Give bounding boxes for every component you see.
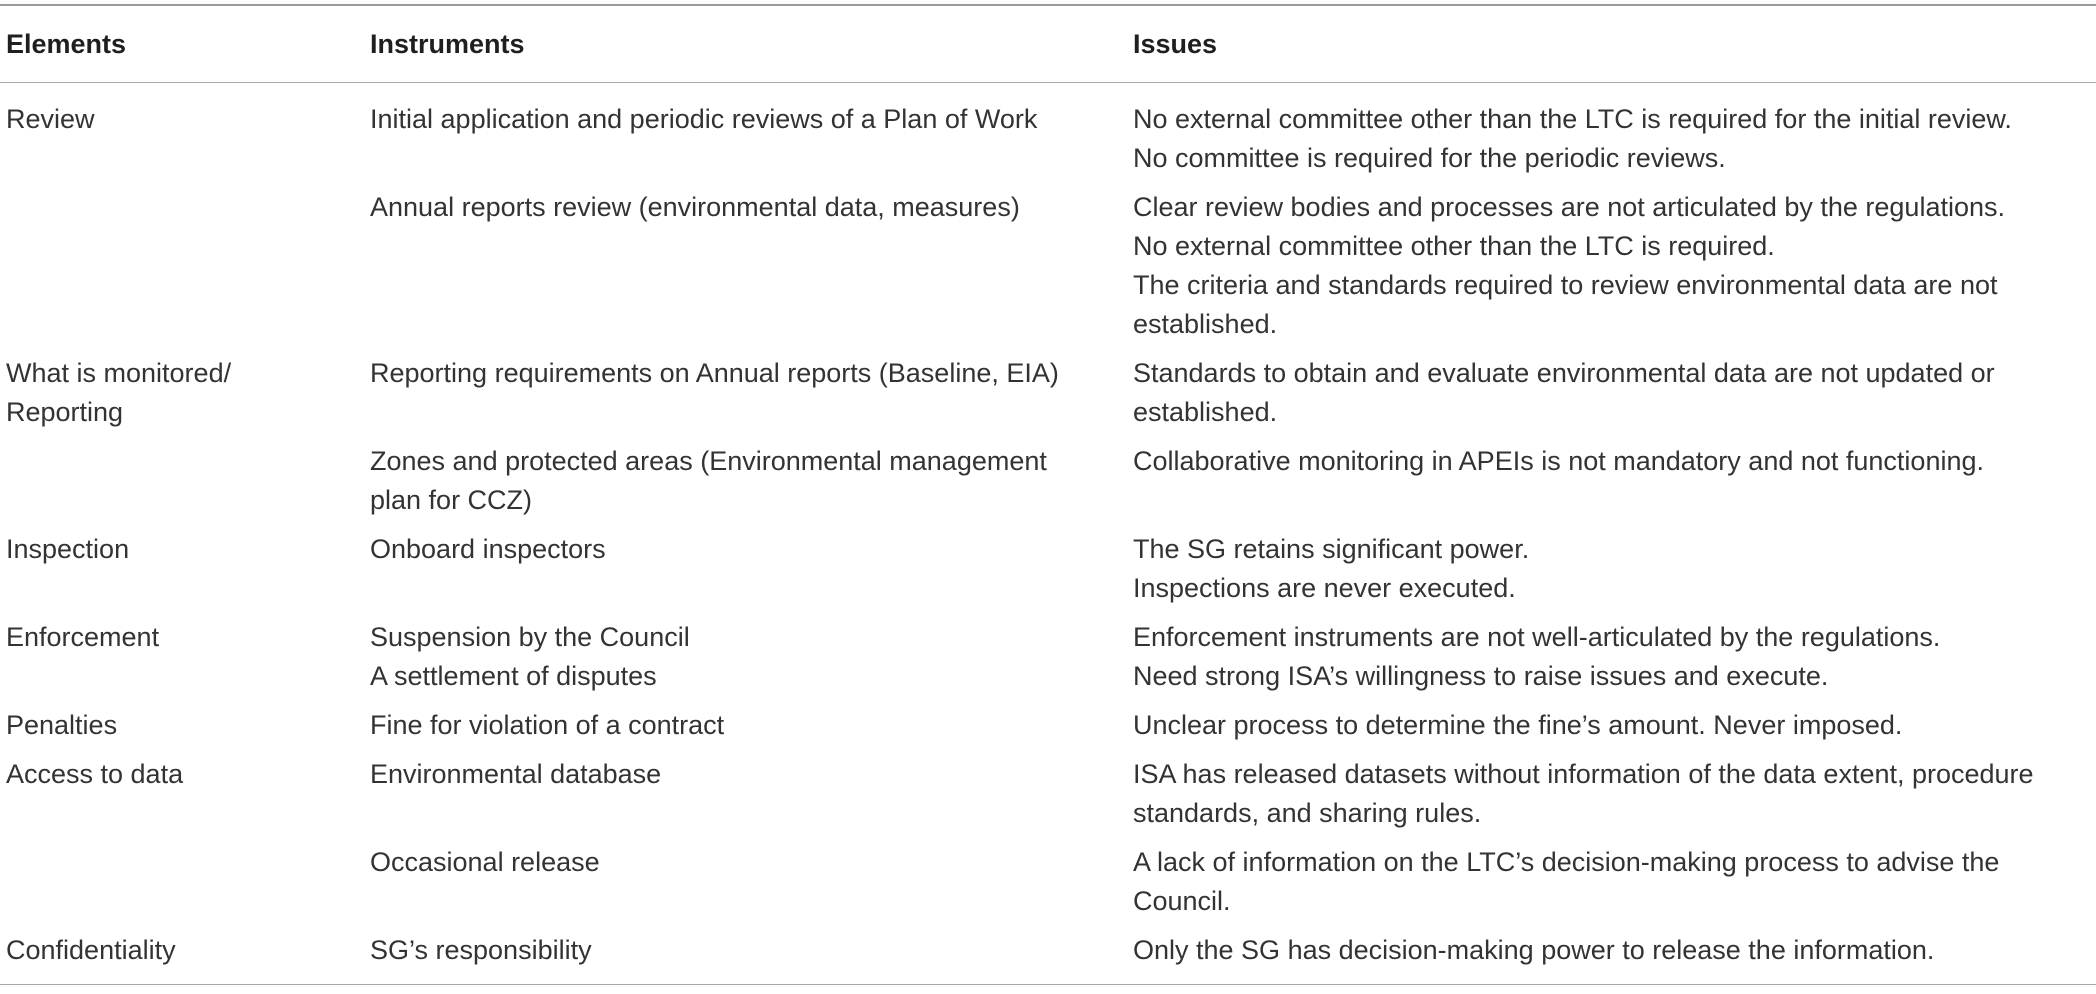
cell-element-line: Enforcement (6, 622, 160, 652)
cell-element (0, 745, 370, 833)
cell-element (0, 608, 370, 696)
table-row (0, 921, 2096, 984)
cell-issues-line: established. (1133, 397, 1278, 427)
table-row (0, 520, 2096, 608)
cell-issues (1133, 921, 2096, 984)
cell-instrument-line: Reporting requirements on Annual reports (Baseline, EIA) (370, 358, 1059, 388)
cell-instrument-line: Environmental database (370, 759, 662, 789)
cell-issues (1133, 178, 2096, 344)
header-issues: Issues (1133, 28, 1218, 59)
cell-instrument (370, 745, 1133, 833)
cell-issues (1133, 344, 2096, 432)
cell-issues-line: Only the SG has decision-making power to release the information. (1133, 935, 1935, 965)
governance-table-container (0, 4, 2096, 985)
cell-issues-line: standards, and sharing rules. (1133, 798, 1482, 828)
cell-issues-line: ISA has released datasets without information of the data extent, procedure (1133, 759, 2034, 789)
cell-element-line: Confidentiality (6, 935, 176, 965)
cell-instrument-line: Fine for violation of a contract (370, 710, 725, 740)
cell-instrument-line: Occasional release (370, 847, 600, 877)
cell-instrument-line: plan for CCZ) (370, 485, 533, 515)
cell-instrument (370, 344, 1133, 432)
cell-instrument (370, 520, 1133, 608)
cell-instrument (370, 833, 1133, 921)
cell-issues-line: No committee is required for the periodic reviews. (1133, 143, 1726, 173)
cell-element-line: What is monitored/ (6, 358, 232, 388)
table-row (0, 83, 2096, 178)
cell-issues-line: Inspections are never executed. (1133, 573, 1516, 603)
governance-table (0, 6, 2096, 82)
cell-issues (1133, 520, 2096, 608)
cell-issues-line: Standards to obtain and evaluate environmental data are not updated or (1133, 358, 1995, 388)
cell-instrument-line: Onboard inspectors (370, 534, 606, 564)
cell-instrument-line: Zones and protected areas (Environmental management (370, 446, 1047, 476)
cell-instrument-line: SG’s responsibility (370, 935, 592, 965)
cell-issues-line: The criteria and standards required to review environmental data are not (1133, 270, 1998, 300)
cell-issues-line: No external committee other than the LTC is required for the initial review. (1133, 104, 2012, 134)
cell-element (0, 344, 370, 432)
cell-element (0, 178, 370, 344)
cell-element (0, 696, 370, 745)
cell-issues-line: established. (1133, 309, 1278, 339)
table-row (0, 344, 2096, 432)
cell-element-line: Review (6, 104, 95, 134)
cell-instrument (370, 432, 1133, 520)
cell-element (0, 83, 370, 178)
cell-element-line: Reporting (6, 397, 124, 427)
header-row (0, 6, 2096, 82)
cell-issues (1133, 696, 2096, 745)
table-body-rows (0, 83, 2096, 984)
cell-issues-line: Council. (1133, 886, 1231, 916)
cell-instrument (370, 608, 1133, 696)
cell-instrument-line: Suspension by the Council (370, 622, 690, 652)
cell-issues (1133, 608, 2096, 696)
table-body (0, 83, 2096, 984)
cell-element (0, 833, 370, 921)
cell-instrument-line: Annual reports review (environmental data, measures) (370, 192, 1020, 222)
cell-element (0, 432, 370, 520)
cell-issues (1133, 833, 2096, 921)
cell-instrument (370, 921, 1133, 984)
cell-issues-line: No external committee other than the LTC is required. (1133, 231, 1775, 261)
cell-instrument (370, 178, 1133, 344)
cell-issues-line: Unclear process to determine the fine’s amount. Never imposed. (1133, 710, 1903, 740)
cell-element (0, 921, 370, 984)
cell-issues-line: A lack of information on the LTC’s decision-making process to advise the (1133, 847, 2000, 877)
cell-element-line: Penalties (6, 710, 118, 740)
cell-element (0, 520, 370, 608)
table-row (0, 178, 2096, 344)
table-header (0, 6, 2096, 82)
cell-issues-line: The SG retains significant power. (1133, 534, 1530, 564)
cell-element-line: Access to data (6, 759, 184, 789)
table-row (0, 745, 2096, 833)
bottom-rule (0, 984, 2096, 985)
cell-issues-line: Need strong ISA’s willingness to raise issues and execute. (1133, 661, 1829, 691)
cell-issues (1133, 745, 2096, 833)
table-row (0, 432, 2096, 520)
cell-issues (1133, 432, 2096, 520)
cell-issues-line: Enforcement instruments are not well-articulated by the regulations. (1133, 622, 1941, 652)
table-row (0, 833, 2096, 921)
cell-element-line: Inspection (6, 534, 130, 564)
table-row (0, 696, 2096, 745)
cell-issues (1133, 83, 2096, 178)
header-elements: Elements (6, 28, 127, 59)
table-row (0, 608, 2096, 696)
header-instruments: Instruments (370, 28, 525, 59)
cell-instrument (370, 696, 1133, 745)
cell-issues-line: Clear review bodies and processes are not articulated by the regulations. (1133, 192, 2005, 222)
cell-instrument-line: Initial application and periodic reviews of a Plan of Work (370, 104, 1038, 134)
cell-instrument (370, 83, 1133, 178)
cell-instrument-line: A settlement of disputes (370, 661, 657, 691)
cell-issues-line: Collaborative monitoring in APEIs is not mandatory and not functioning. (1133, 446, 1984, 476)
